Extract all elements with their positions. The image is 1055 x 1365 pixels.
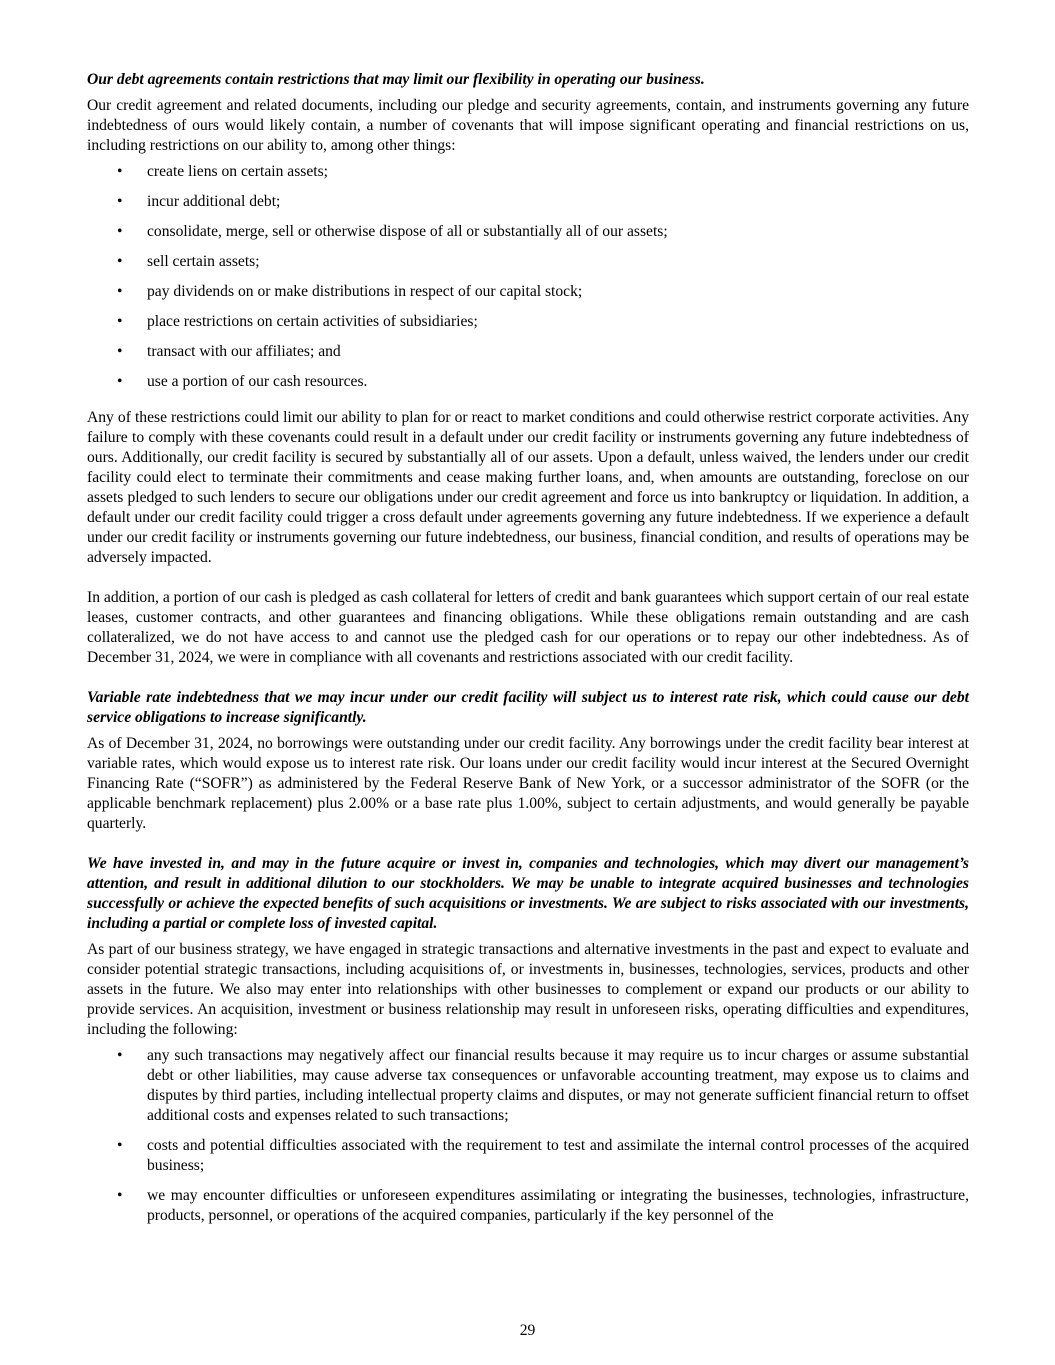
bullet-icon: •	[117, 343, 123, 360]
bullet-icon: •	[117, 223, 123, 240]
list-item: • transact with our affiliates; and	[117, 343, 341, 360]
section-heading-acquisitions: We have invested in, and may in the future acquire or invest in, companies and technologies, which may divert our management’s attention, and result in additional dilution to our stockholders. We may be unable to integrate acquired businesses and technologies successfully or achieve the expected benefits of such acquisitions or investments. We are subject to risks associated with our investments, including a partial or complete loss of invested capital.	[87, 855, 969, 932]
bullet-icon: •	[117, 253, 123, 270]
document-page	[87, 70, 969, 1236]
list-item: • any such transactions may negatively affect our financial results because it may require us to incur charges or assume substantial debt or other liabilities, may cause adverse tax consequences or unfavorable accounting treatment, may expose us to claims and disputes by third parties, including intellectual property claims and disputes, or may not generate sufficient financial return to offset additional costs and expenses related to such transactions;	[117, 1047, 969, 1124]
list-item: • incur additional debt;	[117, 193, 281, 210]
section-heading-variable-rate: Variable rate indebtedness that we may incur under our credit facility will subject us to interest rate risk, which could cause our debt service obligations to increase significantly.	[87, 689, 969, 726]
list-item: • use a portion of our cash resources.	[117, 373, 368, 390]
section-heading-debt-agreements: Our debt agreements contain restrictions that may limit our flexibility in operating our business.	[87, 71, 705, 88]
list-item: • costs and potential difficulties associated with the requirement to test and assimilate the internal control processes of the acquired business;	[117, 1137, 969, 1174]
bullet-list-covenants	[87, 162, 969, 392]
bullet-list-acquisition-risks	[87, 1046, 969, 1226]
bullet-icon: •	[117, 193, 123, 210]
bullet-icon: •	[117, 163, 123, 180]
paragraph-interest-rate: As of December 31, 2024, no borrowings were outstanding under our credit facility. Any borrowings under the credit facility bear interest at variable rates, which would expose us to interest rate risk. Our loans under our credit facility would incur interest at the Secured Overnight Financing Rate (“SOFR”) as administered by the Federal Reserve Bank of New York, or a successor administrator of the SOFR (or the applicable benchmark replacement) plus 2.00% or a base rate plus 1.00%, subject to certain adjustments, and would generally be payable quarterly.	[87, 735, 969, 832]
bullet-icon: •	[117, 1047, 123, 1064]
bullet-icon: •	[117, 283, 123, 300]
list-item: • we may encounter difficulties or unforeseen expenditures assimilating or integrating the businesses, technologies, infrastructure, products, personnel, or operations of the acquired companies, particularly if the key personnel of the	[117, 1187, 969, 1224]
list-item: • sell certain assets;	[117, 253, 260, 270]
list-item: • pay dividends on or make distributions in respect of our capital stock;	[117, 283, 583, 300]
page-number: 29	[519, 1322, 536, 1339]
bullet-icon: •	[117, 373, 123, 390]
list-item: • create liens on certain assets;	[117, 163, 328, 180]
paragraph-cash-collateral: In addition, a portion of our cash is pledged as cash collateral for letters of credit and bank guarantees which support certain of our real estate leases, customer contracts, and other guarantees and financing obligations. While these obligations remain outstanding and are cash collateralized, we do not have access to and cannot use the pledged cash for our operations or to repay our other indebtedness. As of December 31, 2024, we were in compliance with all covenants and restrictions associated with our credit facility.	[87, 589, 969, 666]
list-item: • place restrictions on certain activities of subsidiaries;	[117, 313, 478, 330]
list-item: • consolidate, merge, sell or otherwise dispose of all or substantially all of our assets;	[117, 223, 668, 240]
bullet-icon: •	[117, 313, 123, 330]
paragraph-credit-agreement-intro: Our credit agreement and related documents, including our pledge and security agreements, contain, and instruments governing any future indebtedness of ours would likely contain, a number of covenants that will impose significant operating and financial restrictions on us, including restrictions on our ability to, among other things:	[87, 97, 969, 154]
bullet-icon: •	[117, 1137, 123, 1154]
paragraph-restrictions-default: Any of these restrictions could limit our ability to plan for or react to market conditions and could otherwise restrict corporate activities. Any failure to comply with these covenants could result in a default under our credit facility or instruments governing any future indebtedness of ours. Additionally, our credit facility is secured by substantially all of our assets. Upon a default, unless waived, the lenders under our credit facility could elect to terminate their commitments and cease making further loans, and, when amounts are outstanding, foreclose on our assets pledged to such lenders to secure our obligations under our credit agreement and force us into bankruptcy or liquidation. In addition, a default under our credit facility could trigger a cross default under agreements governing any future indebtedness. If we experience a default under our credit facility or instruments governing our future indebtedness, our business, financial condition, and results of operations may be adversely impacted.	[87, 409, 969, 566]
bullet-icon: •	[117, 1187, 123, 1204]
paragraph-business-strategy: As part of our business strategy, we have engaged in strategic transactions and alternative investments in the past and expect to evaluate and consider potential strategic transactions, including acquisitions of, or investments in, businesses, technologies, services, products and other assets in the future. We also may enter into relationships with other businesses to complement or expand our products or our ability to provide services. An acquisition, investment or business relationship may result in unforeseen risks, operating difficulties and expenditures, including the following:	[87, 941, 969, 1038]
